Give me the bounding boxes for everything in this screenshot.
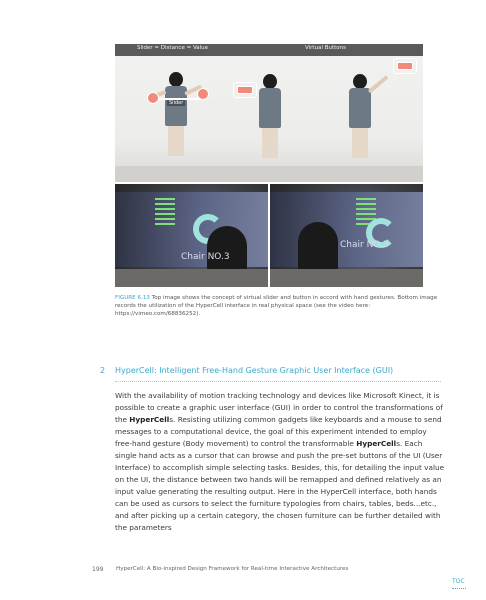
hypercell-interface-photo-left	[115, 184, 268, 287]
hypercell-term: HyperCell	[129, 415, 170, 424]
virtual-button-pressed	[397, 62, 413, 70]
caption-text: Top image shows the concept of virtual slider and button in accord with hand gestures. Bottom image records the utilization of the HyperCell interface in real physical space (see the video here: https://vimeo.com/68836252).	[115, 295, 438, 317]
slider-concept-label: Slider = Distance = Value	[137, 45, 209, 51]
running-title: HyperCell: A Bio-inspired Design Framework for Real-time Interactive Architectures	[116, 566, 349, 572]
body-text-1: With the availability of motion tracking technology and devices like Microsoft Kinect, it is possible to create a graphic user interface (GUI) in order to control the transformations of the	[115, 391, 443, 424]
hypercell-term: HyperCell	[356, 439, 397, 448]
right-hand-marker	[197, 88, 209, 100]
slider-tag: Slider	[169, 100, 184, 106]
virtual-buttons-label: Virtual Buttons	[305, 45, 347, 51]
body-text-3: s. Each single hand acts as a cursor that can browse and push the pre-set buttons of the UI (User Interface) to accomplish simple selecting tasks. Besides, this, for detailing the input value on the UI, the distance between two hands will be remapped and defined relatively as an input value generating the resulting output. Here in the HyperCell interface, both hands can be used as cursors to select the furniture typologies from chairs, tables, beds...etc., and after picking up a certain category, the chosen furniture can be further detailed with the parameters	[115, 439, 445, 532]
chair-label-left: Chair NO.3	[181, 252, 230, 262]
chair-label-right: Chair NO.3	[340, 240, 389, 250]
body-paragraph	[115, 390, 445, 534]
hypercell-interface-photo-right	[270, 184, 423, 287]
figure-6-13	[115, 44, 423, 287]
section-number: 2	[100, 366, 106, 375]
section-title: HyperCell: Intelligent Free-Hand Gesture Graphic User Interface (GUI)	[115, 366, 394, 375]
section-rule	[115, 381, 441, 382]
gesture-concept-photo	[115, 44, 423, 182]
body-text-2: s. Resisting utilizing common gadgets like keyboards and a mouse to send messages to a computational device, the goal of this experiment intended to employ free-hand gesture (Body movement) to control the transformable	[115, 415, 442, 448]
figure-label: FIGURE 6.13	[115, 295, 150, 301]
page-number: 199	[92, 566, 104, 573]
virtual-button	[237, 86, 253, 94]
photo-floor	[115, 166, 423, 182]
left-hand-marker	[147, 92, 159, 104]
toc-link[interactable]: TOC	[452, 578, 465, 585]
figure-caption	[115, 294, 445, 318]
toc-underline	[452, 588, 466, 589]
